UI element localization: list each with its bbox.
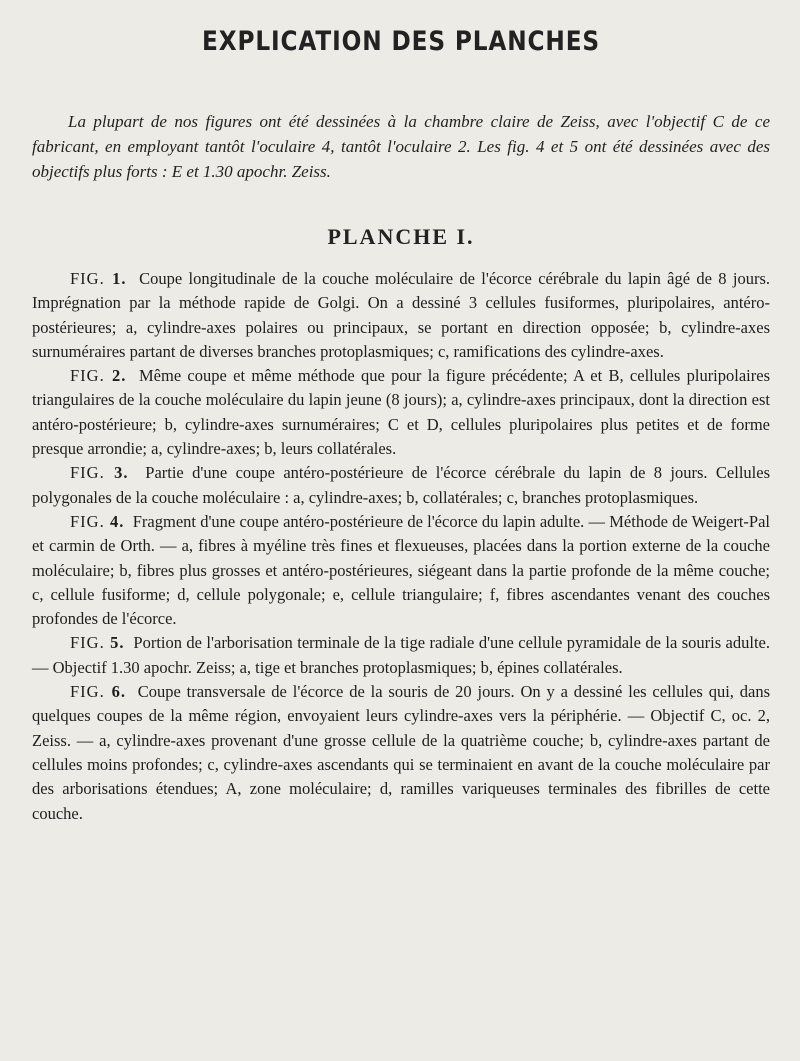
figure-caption [32, 461, 770, 510]
intro-paragraph: La plupart de nos figures ont été dessinées à la chambre claire de Zeiss, avec l'objectif C de ce fabricant, en employant tantôt l'oculaire 4, tantôt l'oculaire 2. Les fig. 4 et 5 ont été dessinées avec des objectifs plus forts : E et 1.30 apochr. Zeiss. [32, 112, 770, 181]
figure-text: Fragment d'une coupe antéro-postérieure de l'écorce du lapin adulte. — Méthode de Weigert-Pal et carmin de Orth. — a, fibres à myéline très fines et flexueuses, placées dans la portion externe de la couche moléculaire; b, fibres plus grosses et antéro-postérieures, siégeant dans la partie profonde de la même couche; c, cellule fusiforme; d, cellule polygonale; e, cellule triangulaire; f, fibres ascendantes venant des couches profondes de l'écorce. [32, 511, 770, 629]
figure-number: 2. [112, 366, 127, 386]
figure-list [32, 267, 770, 826]
figure-caption [32, 364, 770, 461]
figure-text: Coupe transversale de l'écorce de la souris de 20 jours. On y a dessiné les cellules qui, dans quelques coupes de la même région, envoyaient leurs cylindre-axes vers la périphérie. — Objectif C, oc. 2, Zeiss. — a, cylindre-axes provenant d'une grosse cellule de la quatrième couche; b, cylindre-axes partant de cellules moins profondes; c, cylindre-axes ascendants qui se terminaient en avant de la couche moléculaire par des arborisations étendues; A, zone moléculaire; d, ramilles variqueuses terminales des fibrilles de cette couche. [32, 682, 771, 823]
figure-label [70, 269, 126, 288]
figure-number: 3. [114, 463, 129, 483]
figure-label [70, 463, 128, 482]
figure-label [70, 682, 126, 701]
figure-prefix: FIG. [70, 633, 105, 653]
figure-prefix: FIG. [70, 366, 105, 386]
figure-number: 4. [109, 511, 125, 531]
figure-number: 1. [112, 269, 127, 288]
figure-text: Coupe longitudinale de la couche moléculaire de l'écorce cérébrale du lapin âgé de 8 jours. Imprégnation par la méthode rapide de Golgi. On a dessiné 3 cellules fusiformes, pluripolaires, antéro-postérieures; a, cylindre-axes polaires ou principaux, se portant en direction opposée; b, cylindre-axes surnuméraires partant de diverses branches protoplasmiques; c, ramifications des cylindre-axes. [32, 269, 771, 361]
figure-label [70, 512, 124, 531]
figure-prefix: FIG. [70, 269, 105, 288]
page-title: EXPLICATION DES PLANCHES [201, 26, 601, 57]
figure-prefix: FIG. [70, 511, 105, 531]
figure-text: Portion de l'arborisation terminale de la tige radiale d'une cellule pyramidale de la souris adulte. — Objectif 1.30 apochr. Zeiss; a, tige et branches protoplasmiques; b, épines collatérales. [32, 633, 770, 677]
figure-prefix: FIG. [70, 682, 105, 702]
figure-caption [32, 267, 770, 364]
figure-caption [32, 680, 770, 826]
figure-number: 5. [110, 633, 125, 653]
figure-label [70, 633, 125, 652]
figure-caption [32, 510, 770, 631]
plate-title: PLANCHE I. [327, 224, 475, 249]
figure-prefix: FIG. [70, 463, 105, 483]
figure-text: Même coupe et même méthode que pour la figure précédente; A et B, cellules pluripolaires triangulaires de la couche moléculaire du lapin jeune (8 jours); a, cylindre-axes principaux, dont la direction est antéro-postérieure; b, cylindre-axes surnuméraires; C et D, cellules pluripolaires plus petites et de forme presque arrondie; a, cylindre-axes; b, leurs collatérales. [32, 366, 771, 459]
figure-text: Partie d'une coupe antéro-postérieure de l'écorce cérébrale du lapin de 8 jours. Cellules polygonales de la couche moléculaire : a, cylindre-axes; b, collatérales; c, branches protoplasmiques. [32, 463, 771, 507]
figure-caption [32, 631, 770, 680]
figure-number: 6. [111, 682, 126, 702]
figure-label [70, 366, 126, 385]
